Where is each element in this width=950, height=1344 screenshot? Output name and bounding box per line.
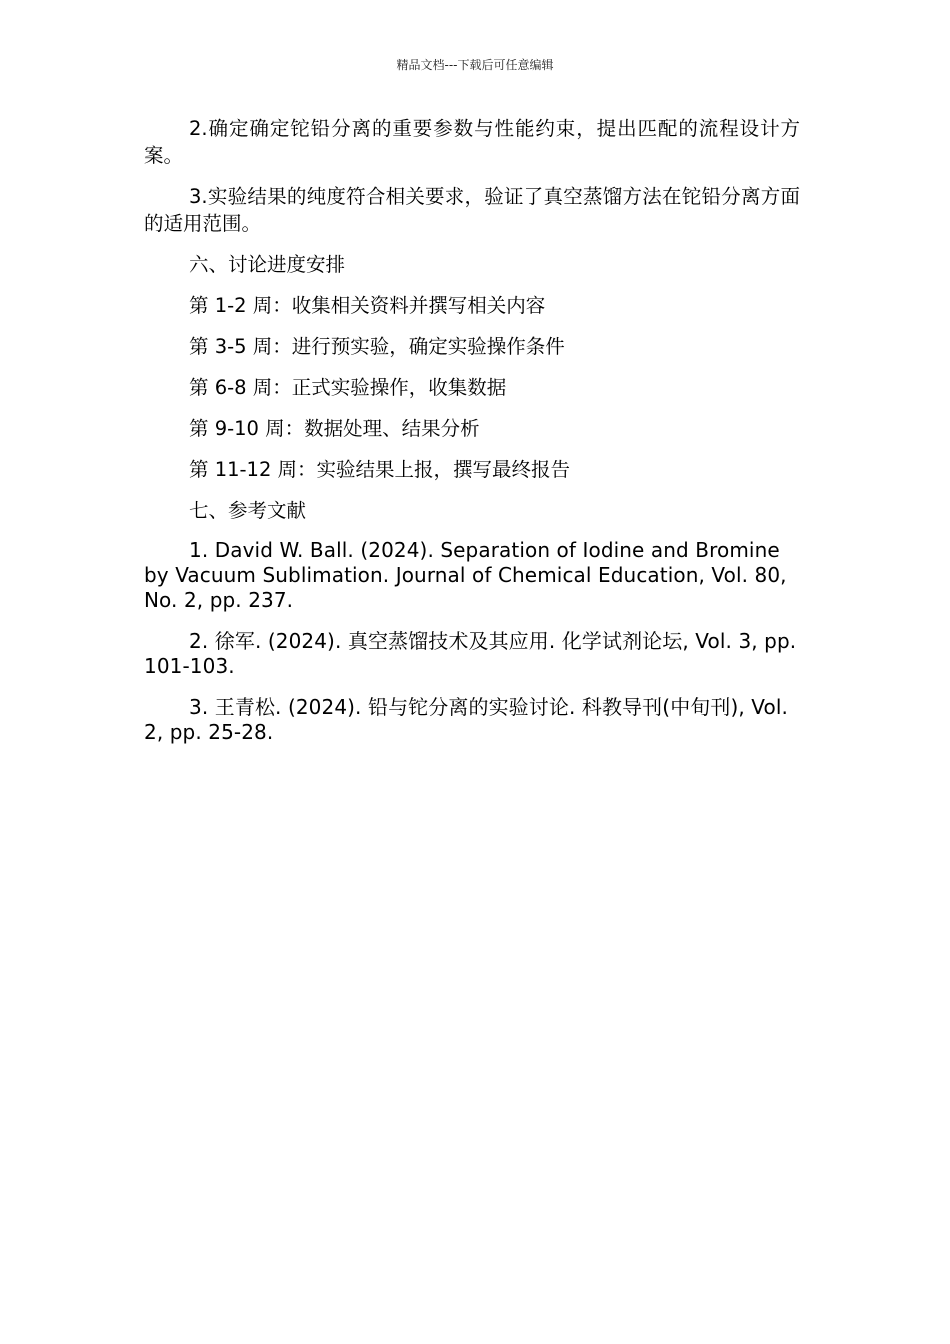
page-header: 精品文档---下载后可任意编辑 [396, 58, 554, 72]
paragraph-conclusion-2: 2.确定确定铊铅分离的重要参数与性能约束，提出匹配的流程设计方案。 [144, 117, 800, 167]
schedule-item: 第 11-12 周：实验结果上报，撰写最终报告 [189, 458, 571, 481]
schedule-item: 第 3-5 周：进行预实验，确定实验操作条件 [189, 335, 565, 358]
section-heading-references: 七、参考文献 [189, 499, 307, 522]
reference-item: 1. David W. Ball. (2024). Separation of Iodine and Bromine by Vacuum Sublimation. Journal of Chemical Education, Vol. 80, No. 2, pp. 237. [144, 538, 787, 612]
reference-item: 2. 徐军. (2024). 真空蒸馏技术及其应用. 化学试剂论坛, Vol. 3, pp. 101-103. [144, 629, 797, 678]
paragraph-conclusion-3: 3.实验结果的纯度符合相关要求，验证了真空蒸馏方法在铊铅分离方面的适用范围。 [144, 185, 800, 235]
reference-item: 3. 王青松. (2024). 铅与铊分离的实验讨论. 科教导刊(中旬刊), Vol. 2, pp. 25-28. [144, 695, 788, 744]
schedule-item: 第 9-10 周：数据处理、结果分析 [189, 417, 480, 440]
section-heading-schedule: 六、讨论进度安排 [189, 253, 346, 276]
document-body [144, 115, 800, 761]
schedule-item: 第 6-8 周：正式实验操作，收集数据 [189, 376, 507, 399]
schedule-item: 第 1-2 周：收集相关资料并撰写相关内容 [189, 294, 546, 317]
